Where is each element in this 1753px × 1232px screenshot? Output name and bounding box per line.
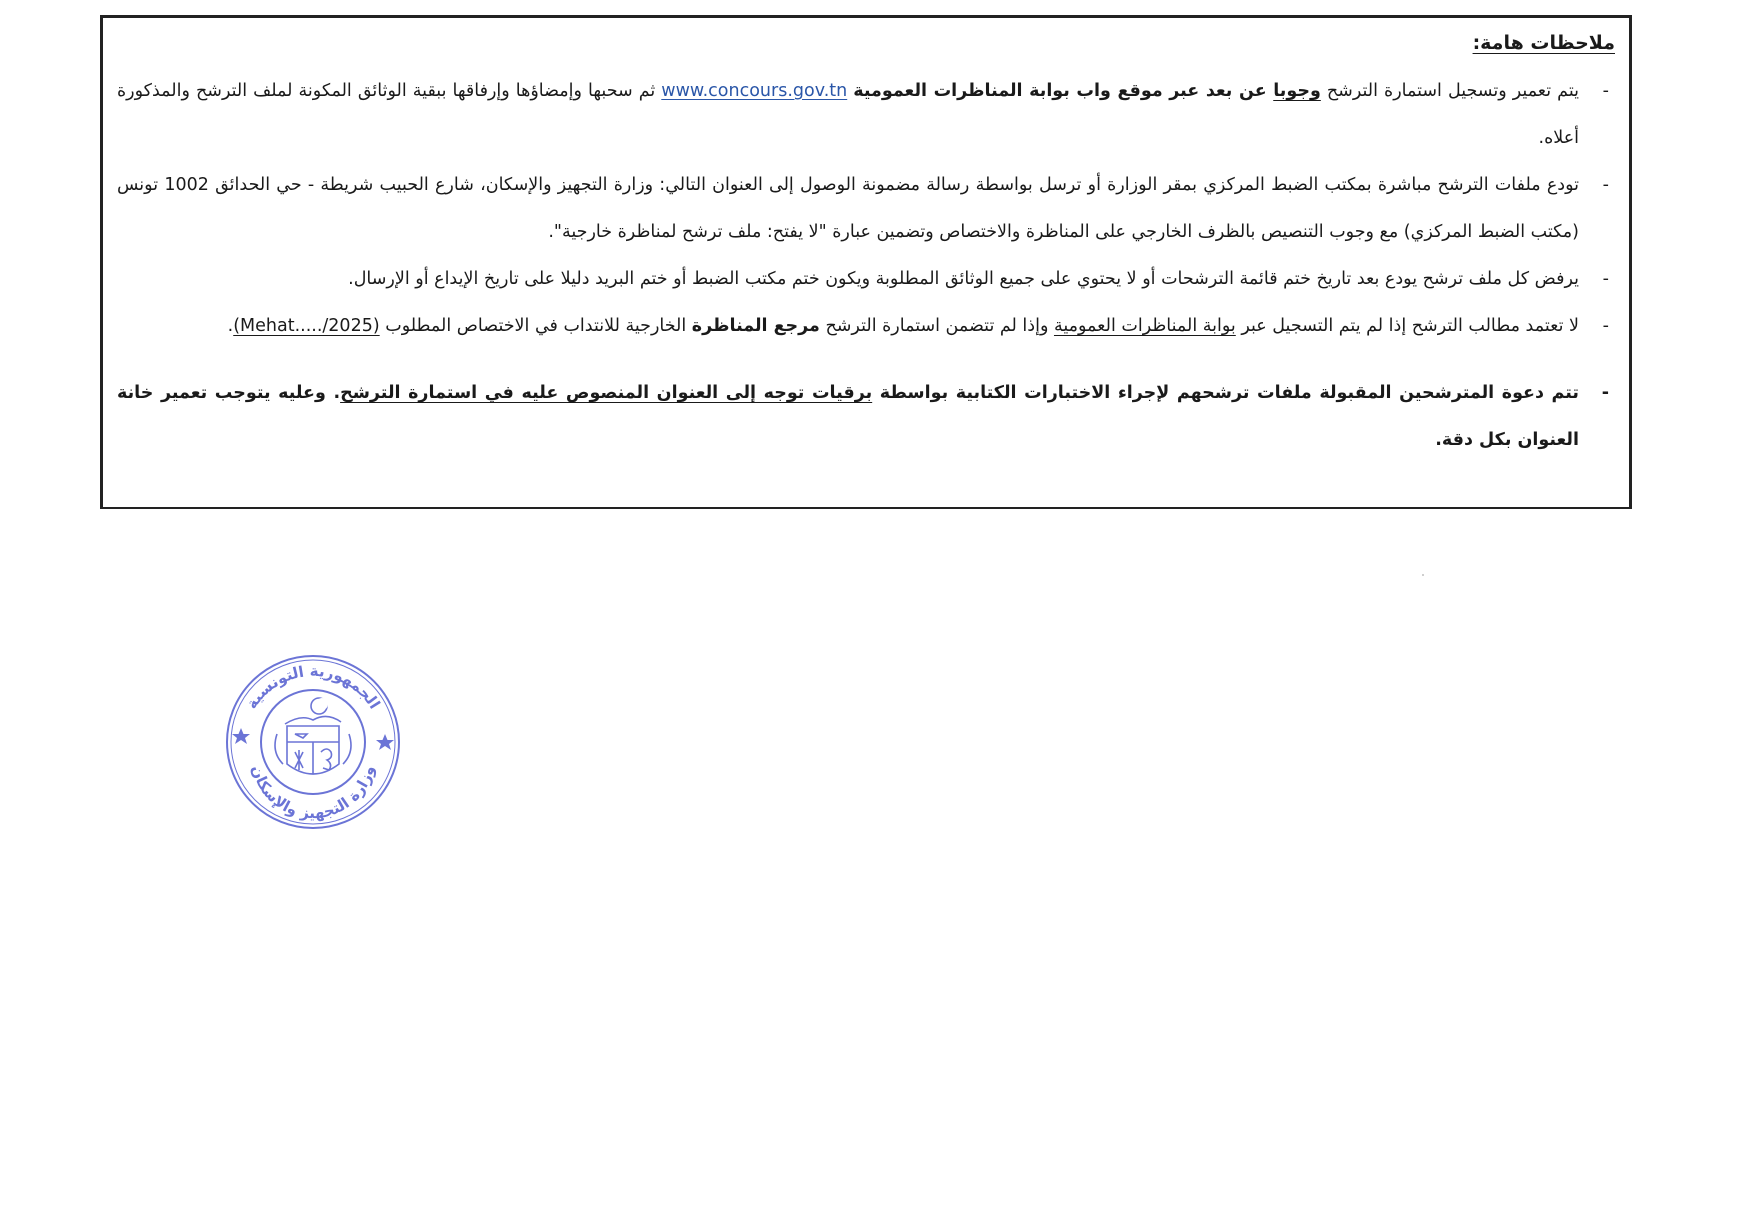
ministry-seal-stamp: [223, 652, 403, 832]
list-dash: -: [1602, 81, 1609, 101]
note-item-submission-address: - تودع ملفات الترشح مباشرة بمكتب الضبط المركزي بمقر الوزارة أو ترسل بواسطة رسالة مضمونة الوصول إلى العنوان التالي: وزارة التجهيز والإسكان، شارع الحبيب شريطة - حي الحدائق 1002 تونس (مكتب الضبط المركزي) مع وجوب التنصيص بالظرف الخارجي على المناظرة والاختصاص وتضمين عبارة "لا يفتح: ملف ترشح لمناظرة خارجية".: [117, 162, 1615, 256]
svg-text:الجمهورية التونسية: [242, 662, 383, 712]
important-notes-box: [100, 15, 1632, 509]
seal-bottom-text: وزارة التجهيز والإسكان: [247, 763, 379, 823]
note-item-online-registration: - يتم تعمير وتسجيل استمارة الترشح وجوبا عن بعد عبر موقع واب بوابة المناظرات العمومية www.concours.gov.tn ثم سحبها وإمضاؤها وإرفاقها ببقية الوثائق المكونة لملف الترشح والمذكورة أعلاه.: [117, 68, 1615, 162]
note-item-written-exam-invitation: - تتم دعوة المترشحين المقبولة ملفات ترشحهم لإجراء الاختبارات الكتابية بواسطة برقيات توجه إلى العنوان المنصوص عليه في استمارة الترشح. وعليه يتوجب تعمير خانة العنوان بكل دقة.: [117, 370, 1615, 464]
competition-reference-label: مرجع المناظرة: [691, 316, 820, 336]
coat-of-arms-icon: [275, 698, 351, 774]
list-dash: -: [1602, 269, 1609, 289]
reference-code: (Mehat...../2025): [233, 316, 380, 336]
concours-website-link[interactable]: www.concours.gov.tn: [661, 81, 848, 101]
notes-title: ملاحظات هامة:: [1472, 32, 1615, 54]
list-dash: -: [1601, 383, 1609, 403]
note-item-rejection-rules: - يرفض كل ملف ترشح يودع بعد تاريخ ختم قائمة الترشحات أو لا يحتوي على جميع الوثائق المطلوبة ويكون ختم مكتب الضبط أو ختم البريد دليلا على تاريخ الإيداع أو الإرسال.: [117, 256, 1615, 303]
star-icon: [376, 734, 394, 750]
telegram-address-phrase: برقيات توجه إلى العنوان المنصوص عليه في استمارة الترشح: [340, 383, 873, 403]
notes-list: [117, 68, 1615, 464]
portal-name: بوابة المناظرات العمومية: [1053, 316, 1236, 336]
seal-top-text: الجمهورية التونسية: [242, 661, 384, 713]
note-item-reference-requirement: - لا تعتمد مطالب الترشح إذا لم يتم التسجيل عبر بوابة المناظرات العمومية وإذا لم تتضمن استمارة الترشح مرجع المناظرة الخارجية للانتداب في الاختصاص المطلوب (Mehat...../2025).: [117, 303, 1615, 350]
star-icon: [232, 728, 250, 744]
list-dash: -: [1602, 316, 1609, 336]
list-dash: -: [1602, 175, 1609, 195]
scan-speck: [1422, 574, 1424, 576]
mandatory-word: وجوبا: [1273, 81, 1321, 101]
